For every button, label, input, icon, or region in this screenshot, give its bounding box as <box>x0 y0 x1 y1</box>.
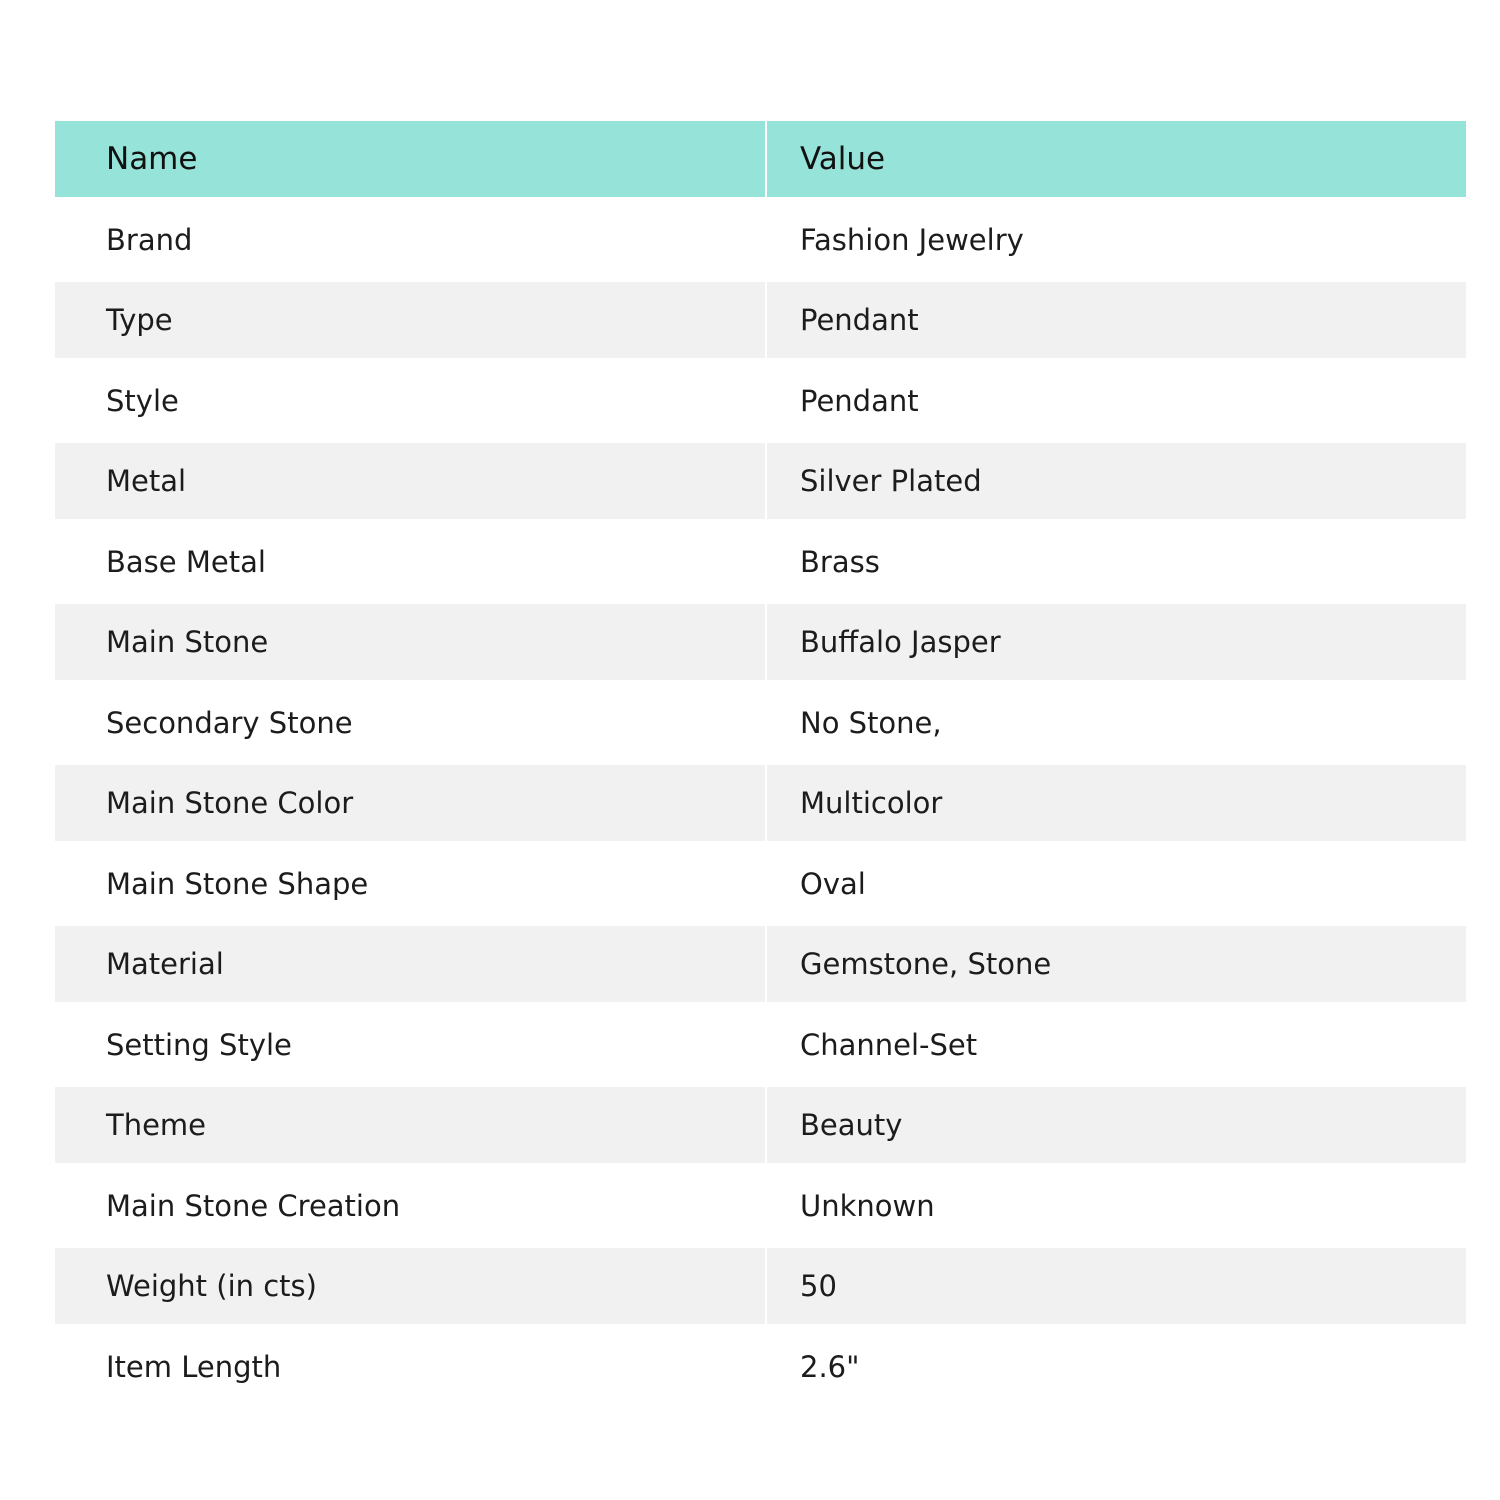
row-name-cell: Main Stone Color <box>55 765 766 841</box>
row-value-cell: 2.6" <box>766 1324 1466 1409</box>
row-name-cell: Item Length <box>55 1324 766 1409</box>
row-name-cell: Base Metal <box>55 519 766 604</box>
row-value-cell: Gemstone, Stone <box>766 926 1466 1002</box>
row-name-cell: Brand <box>55 197 766 282</box>
column-header-value: Value <box>766 121 1466 197</box>
table-row <box>55 1324 1466 1409</box>
row-value-cell: 50 <box>766 1248 1466 1324</box>
row-value-cell: Buffalo Jasper <box>766 604 1466 680</box>
specifications-table <box>55 121 1466 1409</box>
row-name-cell: Secondary Stone <box>55 680 766 765</box>
table-body <box>55 197 1466 1409</box>
column-header-name: Name <box>55 121 766 197</box>
row-name-cell: Main Stone Creation <box>55 1163 766 1248</box>
table-row <box>55 1002 1466 1087</box>
row-value-cell: Channel-Set <box>766 1002 1466 1087</box>
row-name-cell: Setting Style <box>55 1002 766 1087</box>
table-row <box>55 680 1466 765</box>
table-header <box>55 121 1466 197</box>
row-name-cell: Main Stone <box>55 604 766 680</box>
row-name-cell: Main Stone Shape <box>55 841 766 926</box>
table-row <box>55 926 1466 1002</box>
table-row <box>55 443 1466 519</box>
row-name-cell: Weight (in cts) <box>55 1248 766 1324</box>
table-row <box>55 197 1466 282</box>
row-name-cell: Metal <box>55 443 766 519</box>
row-value-cell: Multicolor <box>766 765 1466 841</box>
row-value-cell: Pendant <box>766 282 1466 358</box>
row-name-cell: Type <box>55 282 766 358</box>
row-name-cell: Theme <box>55 1087 766 1163</box>
row-value-cell: Silver Plated <box>766 443 1466 519</box>
table-row <box>55 1163 1466 1248</box>
row-name-cell: Style <box>55 358 766 443</box>
table-row <box>55 358 1466 443</box>
table-row <box>55 841 1466 926</box>
table-row <box>55 519 1466 604</box>
table-row <box>55 1087 1466 1163</box>
row-value-cell: No Stone, <box>766 680 1466 765</box>
table-row <box>55 282 1466 358</box>
row-value-cell: Brass <box>766 519 1466 604</box>
row-value-cell: Unknown <box>766 1163 1466 1248</box>
row-name-cell: Material <box>55 926 766 1002</box>
row-value-cell: Beauty <box>766 1087 1466 1163</box>
table-row <box>55 765 1466 841</box>
table-row <box>55 1248 1466 1324</box>
row-value-cell: Pendant <box>766 358 1466 443</box>
row-value-cell: Fashion Jewelry <box>766 197 1466 282</box>
table-row <box>55 604 1466 680</box>
row-value-cell: Oval <box>766 841 1466 926</box>
header-row <box>55 121 1466 197</box>
